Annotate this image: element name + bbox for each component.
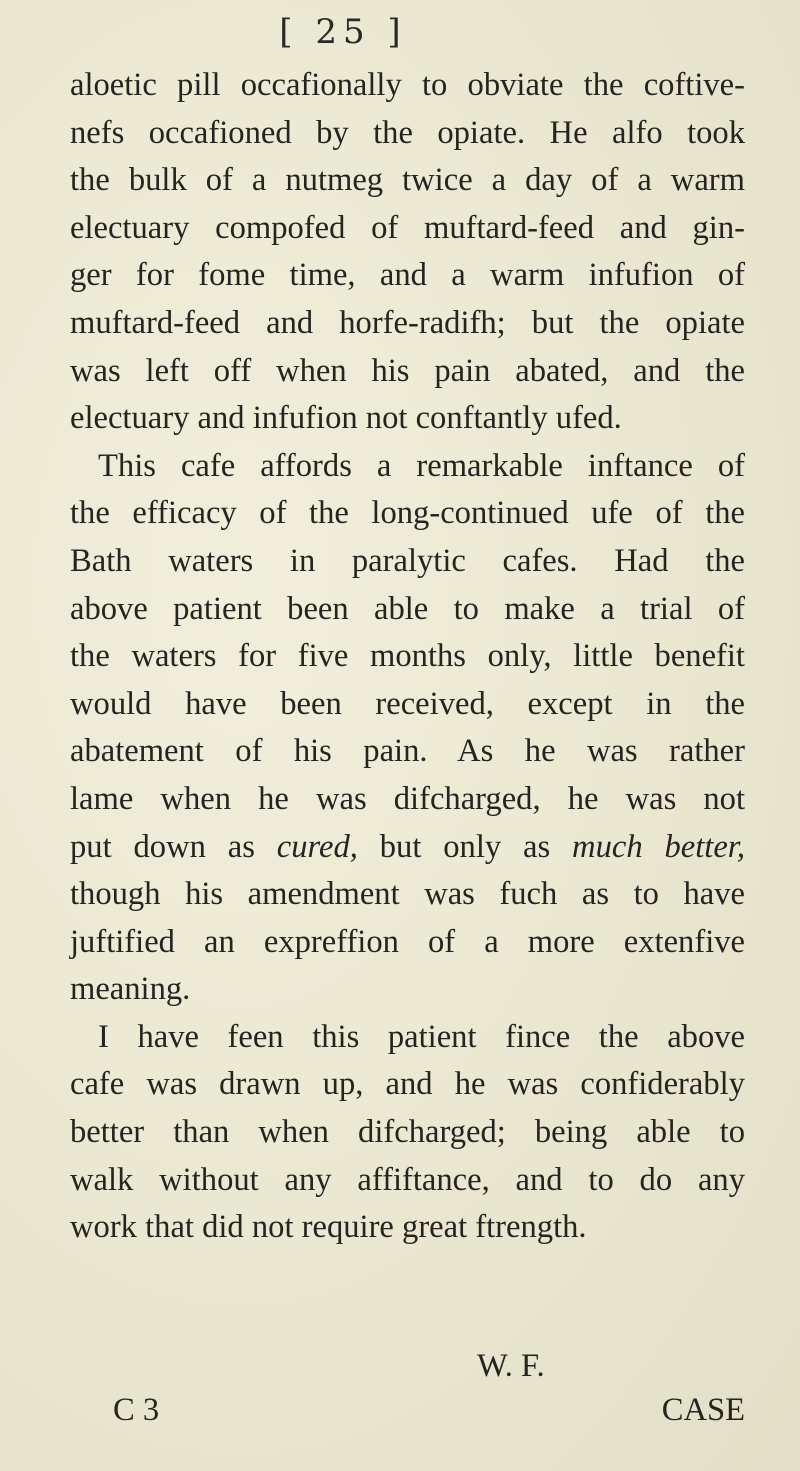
italic-cured: cured,	[276, 828, 358, 865]
author-initials: W. F.	[477, 1348, 545, 1384]
text-line: was left off when his pain abated, and the	[70, 352, 745, 389]
page-footer	[70, 1392, 745, 1440]
text-line: the waters for five months only, little benefit	[70, 638, 745, 675]
text-line	[70, 824, 745, 872]
text-line: This cafe affords a remarkable inftance of	[98, 447, 745, 484]
page-number: [ 25 ]	[279, 12, 407, 52]
text-line: Bath waters in paralytic cafes. Had the	[70, 542, 745, 579]
italic-much-better: much better,	[572, 828, 745, 865]
text-line: nefs occafioned by the opiate. He alfo took	[70, 114, 745, 151]
text-line: I have feen this patient fince the above	[98, 1018, 745, 1055]
text-line: the efficacy of the long-continued ufe of the	[70, 495, 745, 532]
text-line: better than when difcharged; being able to	[70, 1114, 745, 1151]
text-line: abatement of his pain. As he was rather	[70, 733, 745, 770]
catchword: CASE	[661, 1392, 745, 1428]
text-line: the bulk of a nutmeg twice a day of a warm	[70, 162, 745, 199]
text-segment: but only as	[357, 828, 573, 865]
text-line: meaning.	[70, 971, 191, 1008]
signature-mark: C 3	[113, 1392, 160, 1428]
text-line: walk without any affiftance, and to do any	[70, 1161, 745, 1198]
text-line: work that did not require great ftrength.	[70, 1209, 587, 1246]
text-line: electuary compofed of muftard-feed and gin-	[70, 209, 745, 246]
text-line: lame when he was difcharged, he was not	[70, 780, 745, 817]
text-line: though his amendment was fuch as to have	[70, 876, 745, 913]
text-line: aloetic pill occafionally to obviate the coftive-	[70, 67, 745, 103]
text-line: ger for fome time, and a warm infufion of	[70, 257, 745, 294]
text-line: muftard-feed and horfe-radifh; but the opiate	[70, 304, 745, 341]
text-line: cafe was drawn up, and he was confiderably	[70, 1066, 745, 1103]
text-line: would have been received, except in the	[70, 685, 745, 722]
text-segment: put down as	[70, 828, 277, 865]
text-line: juftified an expreffion of a more extenfive	[70, 923, 745, 960]
text-line: electuary and infufion not conftantly ufed.	[70, 400, 622, 437]
body-text	[70, 62, 745, 1252]
text-line: above patient been able to make a trial of	[70, 590, 745, 627]
